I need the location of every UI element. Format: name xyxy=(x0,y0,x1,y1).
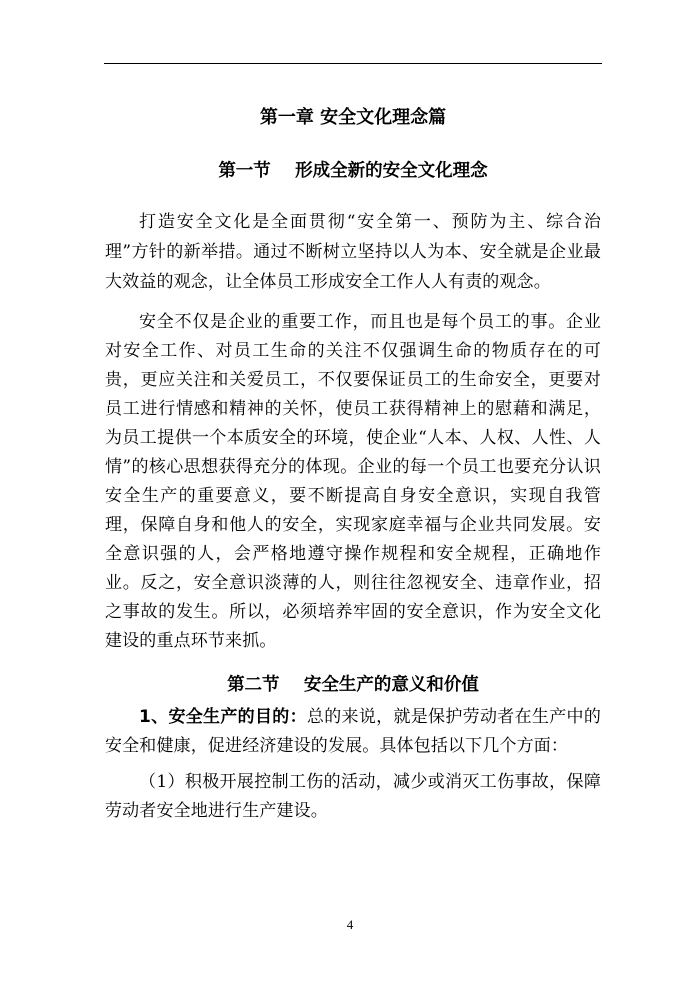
item-2-text: （1）积极开展控制工伤的活动，减少或消灭工伤事故，保障劳动者安全地进行生产建设。 xyxy=(105,772,601,821)
section-2-item-1 xyxy=(105,703,601,761)
section-2-item-2 xyxy=(105,768,601,826)
chapter-title: 第一章 安全文化理念篇 xyxy=(259,107,447,128)
section-1-title: 第一节 形成全新的安全文化理念 xyxy=(218,161,488,181)
header-rule xyxy=(104,63,602,64)
page-body xyxy=(105,100,601,837)
page-number: 4 xyxy=(346,917,354,932)
section-1-paragraph-2: 安全不仅是企业的重要工作，而且也是每个员工的事。企业对安全工作、对员工生命的关注不仅强调生命的物质存在的可贵，更应关注和关爱员工，不仅要保证员工的生命安全，更要对员工进行情感和精神的关怀，使员工获得精神上的慰藉和满足，为员工提供一个本质安全的环境，使企业“人本、人权、人性、人情”的核心思想获得充分的体现。企业的每一个员工也要充分认识安全生产的重要意义，要不断提高自身安全意识，实现自我管理，保障自身和他人的安全，实现家庭幸福与企业共同发展。安全意识强的人，会严格地遵守操作规程和安全规程，正确地作业。反之，安全意识淡薄的人，则往往忽视安全、违章作业，招之事故的发生。所以，必须培养牢固的安全意识，作为安全文化建设的重点环节来抓。 xyxy=(105,312,601,651)
section-1-paragraph-1: 打造安全文化是全面贯彻“安全第一、预防为主、综合治理”方针的新举措。通过不断树立坚持以人为本、安全就是企业最大效益的观念，让全体员工形成安全工作人人有责的观念。 xyxy=(105,212,601,292)
section-2-title: 第二节 安全生产的意义和价值 xyxy=(227,675,479,695)
item-1-lead: 1、安全生产的目的： xyxy=(139,707,307,727)
item-1-text: 总的来说，就是保护劳动者在生产中的安全和健康，促进经济建设的发展。具体包括以下几个方面： xyxy=(105,707,601,756)
